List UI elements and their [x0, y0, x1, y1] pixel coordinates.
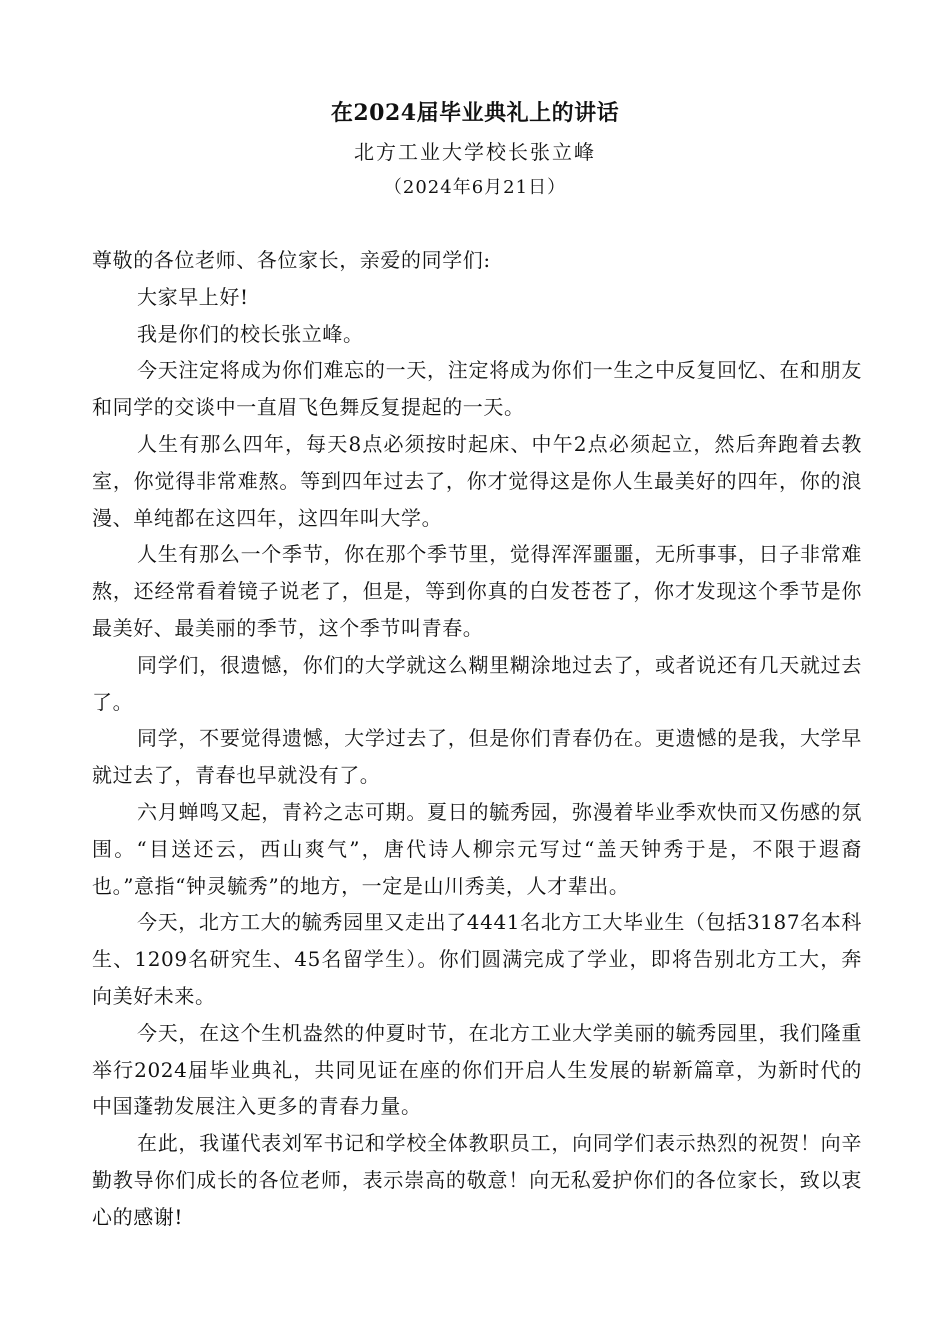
- speech-title: 在2024届毕业典礼上的讲话: [330, 100, 620, 126]
- paragraph-ceremony: 今天，在这个生机盎然的仲夏时节，在北方工业大学美丽的毓秀园里，我们隆重举行2024届毕业典礼，共同见证在座的你们开启人生发展的崭新篇章，为新时代的中国蓬勃发展注入更多的青春力量。: [92, 1020, 862, 1119]
- speaker-line: 北方工业大学校长张立峰: [354, 140, 596, 164]
- paragraph-summer-campus: 六月蝉鸣又起，青衿之志可期。夏日的毓秀园，弥漫着毕业季欢快而又伤感的氛围。“目送还云，西山爽气”，唐代诗人柳宗元写过“盖天钟秀于是，不限于遐裔也。”意指“钟灵毓秀”的地方，一定是山川秀美，人才辈出。: [92, 799, 862, 898]
- paragraph-thanks: 在此，我谨代表刘军书记和学校全体教职员工，向同学们表示热烈的祝贺！向辛勤教导你们成长的各位老师，表示崇高的敬意！向无私爱护你们的各位家长，致以衷心的感谢!: [92, 1131, 862, 1229]
- speech-date: （2024年6月21日）: [383, 177, 567, 198]
- speech-body: [92, 242, 862, 1236]
- paragraph-youth-season: 人生有那么一个季节，你在那个季节里，觉得浑浑噩噩，无所事事，日子非常难熬，还经常看着镜子说老了，但是，等到你真的白发苍苍了，你才发现这个季节是你最美好、最美丽的季节，这个季节叫青春。: [92, 542, 862, 640]
- paragraph-youth-remains: 同学，不要觉得遗憾，大学过去了，但是你们青春仍在。更遗憾的是我，大学早就过去了，青春也早就没有了。: [92, 726, 862, 788]
- paragraph-four-years: 人生有那么四年，每天8点必须按时起床、中午2点必须起立，然后奔跑着去教室，你觉得非常难熬。等到四年过去了，你才觉得这是你人生最美好的四年，你的浪漫、单纯都在这四年，这四年叫大学。: [92, 431, 862, 530]
- paragraph-greeting: 大家早上好!: [137, 284, 249, 309]
- paragraph-regret: 同学们，很遗憾，你们的大学就这么糊里糊涂地过去了，或者说还有几天就过去了。: [92, 652, 862, 714]
- paragraph-self-introduction: 我是你们的校长张立峰。: [137, 321, 364, 346]
- paragraph-memorable-day: 今天注定将成为你们难忘的一天，注定将成为你们一生之中反复回忆、在和朋友和同学的交谈中一直眉飞色舞反复提起的一天。: [92, 358, 862, 420]
- salutation: 尊敬的各位老师、各位家长，亲爱的同学们:: [92, 248, 491, 272]
- paragraph-graduate-count: 今天，北方工大的毓秀园里又走出了4441名北方工大毕业生（包括3187名本科生、1209名研究生、45名留学生）。你们圆满完成了学业，即将告别北方工大，奔向美好未来。: [92, 910, 862, 1008]
